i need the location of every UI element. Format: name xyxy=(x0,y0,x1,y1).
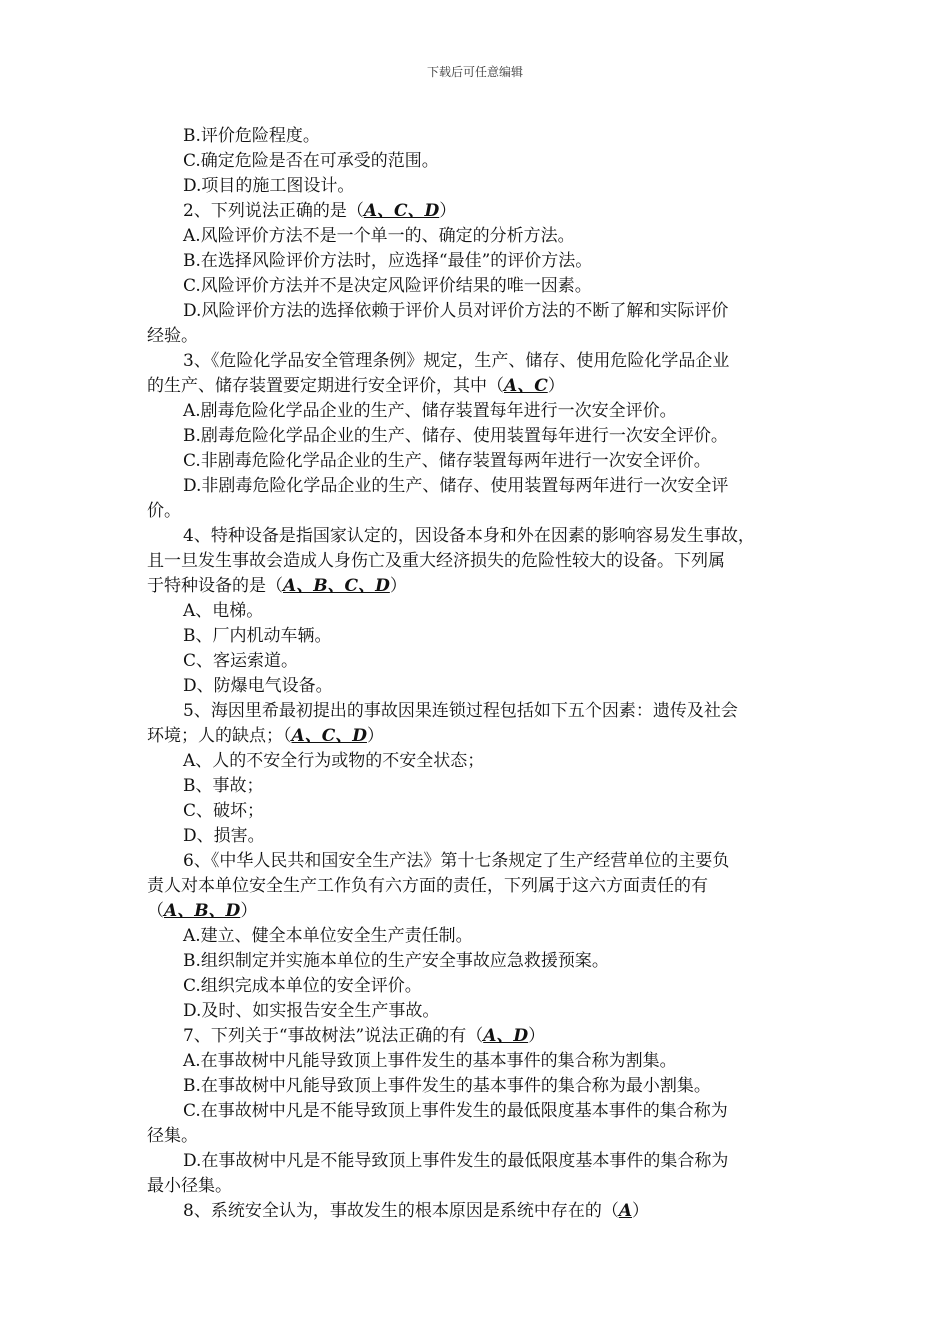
text-line xyxy=(147,224,811,249)
text-line xyxy=(147,699,811,724)
text-line xyxy=(147,1074,811,1099)
closing-paren: ） xyxy=(632,1201,650,1221)
answer-key: A xyxy=(618,1201,633,1221)
line-text: A.风险评价方法不是一个单一的、确定的分析方法。 xyxy=(183,226,575,246)
text-line xyxy=(147,999,811,1024)
line-text: B.在选择风险评价方法时，应选择“最佳”的评价方法。 xyxy=(183,251,593,271)
line-text: 责人对本单位安全生产工作负有六方面的责任，下列属于这六方面责任的有 xyxy=(147,876,708,896)
line-text: A.建立、健全本单位安全生产责任制。 xyxy=(183,926,473,946)
line-text: 于特种设备的是（ xyxy=(147,576,283,596)
text-line xyxy=(147,824,811,849)
text-line xyxy=(147,424,811,449)
text-line xyxy=(147,724,811,749)
text-line xyxy=(147,124,811,149)
line-text: B、厂内机动车辆。 xyxy=(183,626,332,646)
page-header: 下载后可任意编辑 xyxy=(426,65,523,79)
closing-paren: ） xyxy=(528,1026,546,1046)
line-text: B.组织制定并实施本单位的生产安全事故应急救援预案。 xyxy=(183,951,609,971)
text-line xyxy=(147,1049,811,1074)
line-text: C.组织完成本单位的安全评价。 xyxy=(183,976,422,996)
line-text: B.剧毒危险化学品企业的生产、储存、使用装置每年进行一次安全评价。 xyxy=(183,426,728,446)
answer-key: A、D xyxy=(483,1026,529,1046)
line-text: A.在事故树中凡能导致顶上事件发生的基本事件的集合称为割集。 xyxy=(183,1051,677,1071)
text-line xyxy=(147,1149,811,1174)
line-text: B.在事故树中凡能导致顶上事件发生的基本事件的集合称为最小割集。 xyxy=(183,1076,711,1096)
text-line xyxy=(147,774,811,799)
line-text: 8、系统安全认为，事故发生的根本原因是系统中存在的（ xyxy=(183,1201,619,1221)
closing-paren: ） xyxy=(240,901,258,921)
line-text: 2、下列说法正确的是（ xyxy=(183,201,364,221)
text-line xyxy=(147,299,811,324)
answer-key: A、C xyxy=(504,376,548,396)
line-text: 5、海因里希最初提出的事故因果连锁过程包括如下五个因素：遗传及社会 xyxy=(183,701,738,721)
text-line xyxy=(147,1199,811,1224)
line-text: 最小径集。 xyxy=(147,1176,232,1196)
line-text: B、事故； xyxy=(183,776,264,796)
text-line xyxy=(147,249,811,274)
text-line xyxy=(147,924,811,949)
line-text: D.项目的施工图设计。 xyxy=(183,176,355,196)
line-text: C.非剧毒危险化学品企业的生产、储存装置每两年进行一次安全评价。 xyxy=(183,451,711,471)
line-text: 7、下列关于“事故树法”说法正确的有（ xyxy=(183,1026,484,1046)
text-line xyxy=(147,1124,811,1149)
text-line xyxy=(147,649,811,674)
closing-paren: ） xyxy=(389,576,407,596)
text-line xyxy=(147,474,811,499)
text-line xyxy=(147,899,811,924)
text-line xyxy=(147,624,811,649)
closing-paren: ） xyxy=(439,201,457,221)
line-text: 环境；人的缺点；（ xyxy=(147,726,292,746)
answer-key: A、B、D xyxy=(164,901,241,921)
line-text: A.剧毒危险化学品企业的生产、储存装置每年进行一次安全评价。 xyxy=(183,401,677,421)
text-line xyxy=(147,199,811,224)
line-text: C、客运索道。 xyxy=(183,651,299,671)
closing-paren: ） xyxy=(547,376,565,396)
text-line xyxy=(147,574,811,599)
line-text: （ xyxy=(147,901,164,921)
answer-key: A、C、D xyxy=(363,201,440,221)
text-line xyxy=(147,749,811,774)
text-line xyxy=(147,274,811,299)
line-text: C、破坏； xyxy=(183,801,265,821)
text-line xyxy=(147,374,811,399)
text-line xyxy=(147,174,811,199)
line-text: 的生产、储存装置要定期进行安全评价，其中（ xyxy=(147,376,504,396)
text-line xyxy=(147,149,811,174)
line-text: D、防爆电气设备。 xyxy=(183,676,333,696)
line-text: A、人的不安全行为或物的不安全状态； xyxy=(183,751,485,771)
text-line xyxy=(147,524,811,549)
text-line xyxy=(147,874,811,899)
text-line xyxy=(147,599,811,624)
line-text: 经验。 xyxy=(147,326,198,346)
line-text: C.确定危险是否在可承受的范围。 xyxy=(183,151,439,171)
line-text: D.风险评价方法的选择依赖于评价人员对评价方法的不断了解和实际评价 xyxy=(183,301,729,321)
line-text: 4、特种设备是指国家认定的，因设备本身和外在因素的影响容易发生事故， xyxy=(183,526,755,546)
line-text: 3、《危险化学品安全管理条例》规定，生产、储存、使用危险化学品企业 xyxy=(183,351,730,371)
text-line xyxy=(147,1024,811,1049)
line-text: D.在事故树中凡是不能导致顶上事件发生的最低限度基本事件的集合称为 xyxy=(183,1151,729,1171)
line-text: D.及时、如实报告安全生产事故。 xyxy=(183,1001,440,1021)
line-text: 且一旦发生事故会造成人身伤亡及重大经济损失的危险性较大的设备。下列属 xyxy=(147,551,725,571)
text-line xyxy=(147,399,811,424)
text-line xyxy=(147,549,811,574)
line-text: B.评价危险程度。 xyxy=(183,126,320,146)
text-line xyxy=(147,849,811,874)
text-line xyxy=(147,799,811,824)
text-line xyxy=(147,1099,811,1124)
line-text: D.非剧毒危险化学品企业的生产、储存、使用装置每两年进行一次安全评 xyxy=(183,476,729,496)
line-text: D、损害。 xyxy=(183,826,265,846)
line-text: 6、《中华人民共和国安全生产法》第十七条规定了生产经营单位的主要负 xyxy=(183,851,730,871)
text-line xyxy=(147,449,811,474)
text-line xyxy=(147,674,811,699)
answer-key: A、B、C、D xyxy=(283,576,390,596)
text-line xyxy=(147,499,811,524)
text-line xyxy=(147,974,811,999)
text-line xyxy=(147,1174,811,1199)
text-line xyxy=(147,349,811,374)
line-text: 价。 xyxy=(147,501,181,521)
line-text: A、电梯。 xyxy=(183,601,264,621)
line-text: C.在事故树中凡是不能导致顶上事件发生的最低限度基本事件的集合称为 xyxy=(183,1101,728,1121)
line-text: 径集。 xyxy=(147,1126,198,1146)
text-line xyxy=(147,324,811,349)
answer-key: A、C、D xyxy=(291,726,367,746)
text-line xyxy=(147,949,811,974)
line-text: C.风险评价方法并不是决定风险评价结果的唯一因素。 xyxy=(183,276,592,296)
closing-paren: ） xyxy=(366,726,384,746)
document-body xyxy=(147,124,811,1224)
